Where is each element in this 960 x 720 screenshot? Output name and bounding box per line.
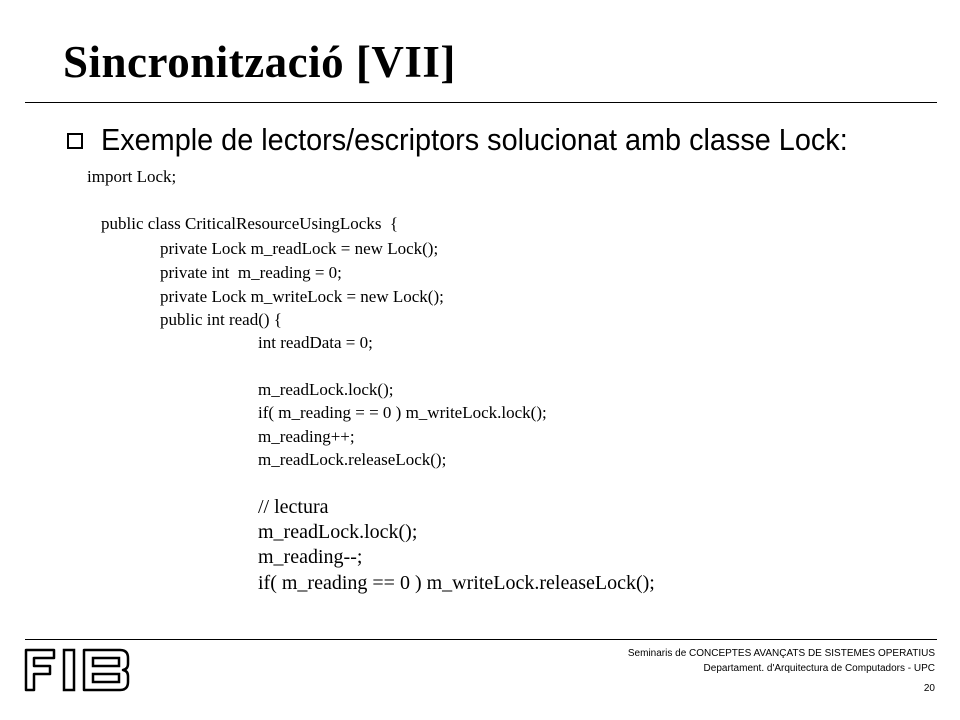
code-line-release: m_readLock.releaseLock(); [258, 450, 447, 469]
fib-logo [24, 648, 134, 692]
bullet-heading: Exemple de lectors/escriptors solucionat amb classe Lock: [101, 122, 848, 157]
code-line-decrement: m_reading--; [258, 546, 363, 568]
code-line-import: import Lock; [87, 167, 177, 186]
code-line-increment: m_reading++; [258, 427, 355, 446]
footer-department: Departament. d'Arquitectura de Computadors - UPC [703, 663, 935, 674]
code-line-read-method: public int read() { [160, 310, 282, 329]
code-line-readlock-field: private Lock m_readLock = new Lock(); [160, 239, 439, 258]
code-line-writelock-field: private Lock m_writeLock = new Lock(); [160, 287, 444, 306]
slide-title: Sincronització [VII] [63, 37, 456, 87]
page-number: 20 [923, 683, 935, 694]
code-line-lock-2: m_readLock.lock(); [258, 521, 418, 543]
code-line-comment: // lectura [258, 496, 329, 518]
code-line-readdata: int readData = 0; [258, 333, 373, 352]
code-line-if-release: if( m_reading == 0 ) m_writeLock.releaseLock(); [258, 572, 655, 594]
code-line-reading-field: private int m_reading = 0; [160, 263, 342, 282]
footer-seminar: Seminaris de CONCEPTES AVANÇATS DE SISTEMES OPERATIUS [627, 648, 935, 659]
code-line-if-lock: if( m_reading = = 0 ) m_writeLock.lock(); [258, 403, 547, 422]
square-bullet-icon [67, 133, 83, 149]
footer-divider [25, 639, 937, 640]
code-line-lock: m_readLock.lock(); [258, 380, 394, 399]
code-line-class: public class CriticalResourceUsingLocks { [101, 214, 399, 233]
title-divider [25, 102, 937, 103]
